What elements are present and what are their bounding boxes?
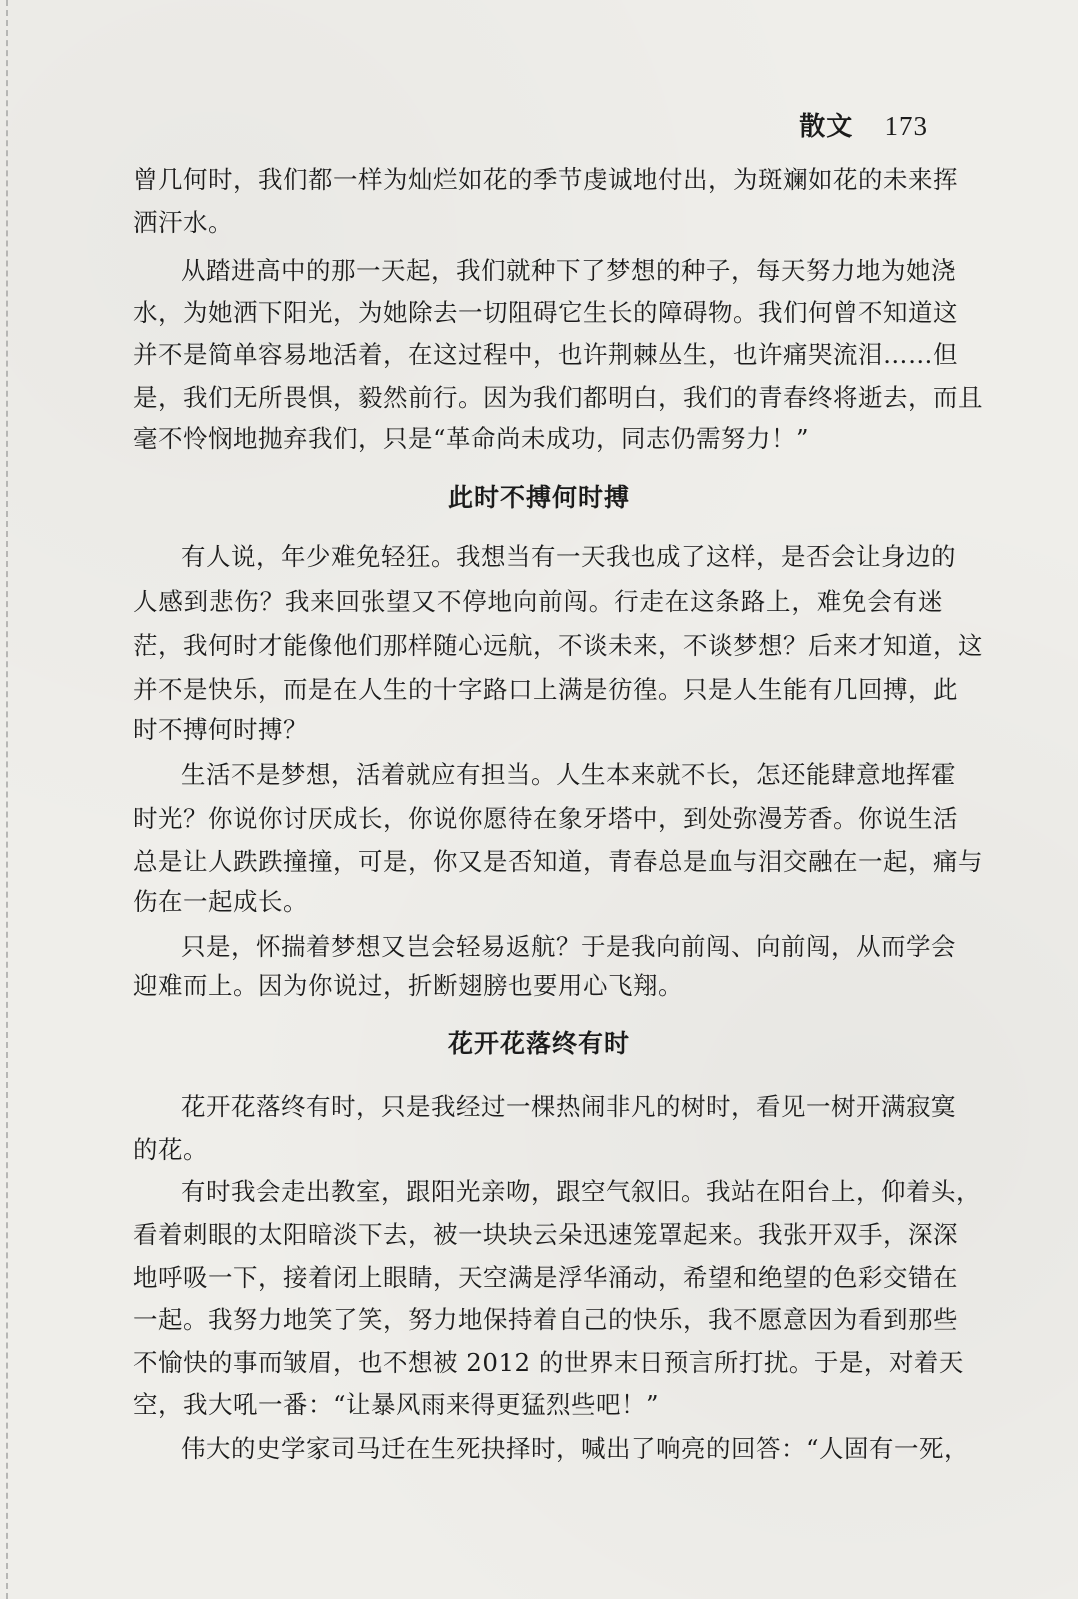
text-line: 有人说，年少难免轻狂。我想当有一天我也成了这样，是否会让身边的 [181,542,956,571]
text-line: 看着刺眼的太阳暗淡下去，被一块块云朵迅速笼罩起来。我张开双手，深深 [133,1220,958,1249]
text-line: 洒汗水。 [133,208,233,237]
text-line: 伤在一起成长。 [133,887,308,916]
text-line: 人感到悲伤？我来回张望又不停地向前闯。行走在这条路上，难免会有迷 [133,587,943,616]
text-line: 一起。我努力地笑了笑，努力地保持着自己的快乐，我不愿意因为看到那些 [133,1305,958,1334]
text-line: 从踏进高中的那一天起，我们就种下了梦想的种子，每天努力地为她浇 [181,256,956,285]
text-line: 只是，怀揣着梦想又岂会轻易返航？于是我向前闯、向前闯，从而学会 [181,932,956,961]
text-line: 不愉快的事而皱眉，也不想被 2012 的世界末日预言所打扰。于是，对着天 [133,1348,964,1377]
text-line: 有时我会走出教室，跟阳光亲吻，跟空气叙旧。我站在阳台上，仰着头， [181,1177,981,1206]
text-line: 时光？你说你讨厌成长，你说你愿待在象牙塔中，到处弥漫芳香。你说生活 [133,804,958,833]
section-label: 散文 [799,112,854,142]
text-line: 花开花落终有时，只是我经过一棵热闹非凡的树时，看见一树开满寂寞 [181,1092,956,1121]
text-line: 伟大的史学家司马迁在生死抉择时，喊出了响亮的回答：“人固有一死， [181,1434,970,1463]
page-number: 173 [884,111,928,141]
text-line: 茫，我何时才能像他们那样随心远航，不谈未来，不谈梦想？后来才知道，这 [133,631,983,660]
text-line: 并不是简单容易地活着，在这过程中，也许荆棘丛生，也许痛哭流泪……但 [133,340,958,369]
text-line: 时不搏何时搏？ [133,715,308,744]
text-line: 水，为她洒下阳光，为她除去一切阻碍它生长的障碍物。我们何曾不知道这 [133,298,958,327]
text-line: 迎难而上。因为你说过，折断翅膀也要用心飞翔。 [133,971,683,1000]
text-line: 总是让人跌跌撞撞，可是，你又是否知道，青春总是血与泪交融在一起，痛与 [133,847,983,876]
section-heading: 花开花落终有时 [447,1029,630,1058]
text-line: 曾几何时，我们都一样为灿烂如花的季节虔诚地付出，为斑斓如花的未来挥 [133,165,958,194]
binding-edge [6,0,10,1599]
text-line: 生活不是梦想，活着就应有担当。人生本来就不长，怎还能肆意地挥霍 [181,760,956,789]
text-line: 是，我们无所畏惧，毅然前行。因为我们都明白，我们的青春终将逝去，而且 [133,383,983,412]
section-heading: 此时不搏何时搏 [447,483,630,512]
text-line: 的花。 [133,1135,208,1164]
text-line: 空，我大吼一番：“让暴风雨来得更猛烈些吧！” [133,1390,660,1419]
text-line: 毫不怜悯地抛弃我们，只是“革命尚未成功，同志仍需努力！” [133,424,810,453]
running-header [799,106,928,143]
text-line: 并不是快乐，而是在人生的十字路口上满是彷徨。只是人生能有几回搏，此 [133,675,958,704]
text-line: 地呼吸一下，接着闭上眼睛，天空满是浮华涌动，希望和绝望的色彩交错在 [133,1263,958,1292]
